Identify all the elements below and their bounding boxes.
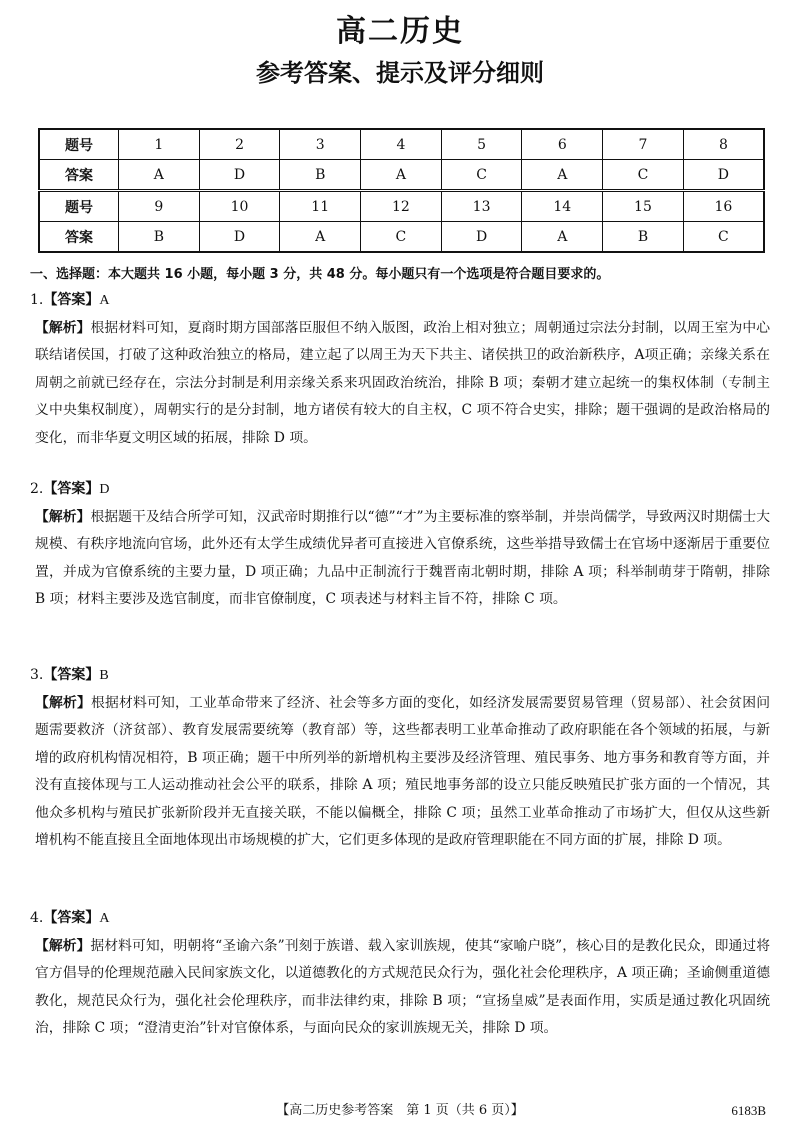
table-row (39, 129, 764, 160)
analysis-paragraph (35, 315, 770, 452)
answer-value: B (99, 668, 109, 683)
table-row (39, 191, 764, 222)
analysis-paragraph (35, 690, 770, 854)
table-cell: B (603, 222, 684, 253)
page-title: 高二历史 (336, 14, 464, 49)
answer-line (30, 907, 770, 933)
analysis-tag: 【解析】 (35, 938, 91, 954)
table-cell: C (361, 222, 442, 253)
table-cell: B (280, 160, 361, 191)
table-cell: 9 (119, 191, 200, 222)
analysis-tag: 【解析】 (35, 509, 91, 525)
table-cell: C (683, 222, 764, 253)
row-label-answer: 答案 (39, 222, 119, 253)
table-cell: A (361, 160, 442, 191)
footer-code: 6183B (731, 1103, 766, 1118)
question-4 (30, 907, 770, 1043)
analysis-text: 根据材料可知，夏商时期方国部落臣服但不纳入版图，政治上相对独立；周朝通过宗法分封制，以周王室为中心联结诸侯国，打破了这种政治独立的格局，建立起了以周王为天下共主、诸侯拱卫的政治新秩序，A项正确；亲缘关系在周朝之前就已经存在，宗法分封制是利用亲缘关系来巩固政治统治，排除 B 项；秦朝才建立起统一的集权体制（专制主义中央集权制度），周朝实行的是分封制，地方诸侯有较大的自主权，C 项不符合史实，排除；题干强调的是政治格局的变化，而非华夏文明区域的拓展，排除 D 项。 (35, 320, 771, 446)
table-cell: 16 (683, 191, 764, 222)
table-cell: 11 (280, 191, 361, 222)
row-label-number: 题号 (39, 129, 119, 160)
table-row (39, 222, 764, 253)
table-cell: 6 (522, 129, 603, 160)
table-cell: D (683, 160, 764, 191)
answer-tag: 【答案】 (43, 667, 100, 683)
answer-value: A (99, 293, 110, 308)
page-footer (0, 1102, 800, 1120)
table-cell: 13 (441, 191, 522, 222)
table-cell: C (603, 160, 684, 191)
table-cell: A (522, 222, 603, 253)
answer-value: A (99, 911, 110, 926)
table-cell: 10 (199, 191, 280, 222)
answer-value: D (99, 482, 110, 497)
answer-line (30, 478, 770, 504)
answer-line (30, 289, 770, 315)
analysis-paragraph (35, 933, 770, 1043)
question-3 (30, 664, 770, 854)
analysis-text: 根据材料可知，工业革命带来了经济、社会等多方面的变化，如经济发展需要贸易管理（贸易部）、社会贫困问题需要救济（济贫部）、教育发展需要统筹（教育部）等，这些都表明工业革命推动了政府职能在各个领域的拓展，与新增的政府机构情况相符，B 项正确；题干中所列举的新增机构主要涉及经济管理、殖民事务、地方事务和教育等方面，并没有直接体现与工人运动推动社会公平的联系，排除 A 项；殖民地事务部的设立只能反映殖民扩张方面的一个情况，其他众多机构与殖民扩张新阶段并无直接关联，不能以偏概全，排除 C 项；虽然工业革命推动了市场扩大，但仅从这些新增机构不能直接且全面地体现出市场规模的扩大，它们更多体现的是政府管理职能在不同方面的扩展，排除 D 项。 (35, 695, 770, 849)
table-cell: 7 (603, 129, 684, 160)
question-number: 1. (30, 292, 44, 308)
answer-table (38, 128, 765, 253)
analysis-paragraph (35, 504, 770, 614)
question-number: 2. (30, 481, 44, 497)
table-cell: 14 (522, 191, 603, 222)
table-cell: 4 (361, 129, 442, 160)
analysis-tag: 【解析】 (35, 320, 91, 336)
table-cell: 5 (441, 129, 522, 160)
table-cell: 8 (683, 129, 764, 160)
table-cell: A (280, 222, 361, 253)
page-subtitle: 参考答案、提示及评分细则 (256, 59, 544, 87)
question-2 (30, 478, 770, 614)
section-heading: 一、选择题：本大题共 16 小题，每小题 3 分，共 48 分。每小题只有一个选项是符合题目要求的。 (30, 267, 610, 282)
footer-page-info: 【高二历史参考答案 第 1 页（共 6 页）】 (276, 1103, 524, 1118)
table-cell: D (199, 160, 280, 191)
table-cell: A (119, 160, 200, 191)
table-row (39, 160, 764, 191)
question-1 (30, 289, 770, 452)
table-cell: 3 (280, 129, 361, 160)
table-cell: 1 (119, 129, 200, 160)
table-cell: A (522, 160, 603, 191)
row-label-number: 题号 (39, 191, 119, 222)
table-cell: 12 (361, 191, 442, 222)
table-cell: D (199, 222, 280, 253)
question-number: 4. (30, 910, 44, 926)
table-cell: D (441, 222, 522, 253)
table-cell: 2 (199, 129, 280, 160)
table-cell: B (119, 222, 200, 253)
answer-line (30, 664, 770, 690)
table-cell: C (441, 160, 522, 191)
answer-tag: 【答案】 (43, 910, 100, 926)
answer-tag: 【答案】 (43, 481, 100, 497)
analysis-text: 据材料可知，明朝将“圣谕六条”刊刻于族谱、载入家训族规，使其“家喻户晓”，核心目的是教化民众，即通过将官方倡导的伦理规范融入民间家族文化，以道德教化的方式规范民众行为，强化社会伦理秩序，A 项正确；圣谕侧重道德教化，规范民众行为，强化社会伦理秩序，而非法律约束，排除 B 项；“宣扬皇威”是表面作用，实质是通过教化巩固统治，排除 C 项；“澄清吏治”针对官僚体系，与面向民众的家训族规无关，排除 D 项。 (35, 938, 770, 1037)
row-label-answer: 答案 (39, 160, 119, 191)
analysis-tag: 【解析】 (35, 695, 92, 711)
analysis-text: 根据题干及结合所学可知，汉武帝时期推行以“德”“才”为主要标准的察举制，并崇尚儒学，导致两汉时期儒士大规模、有秩序地流向官场，此外还有太学生成绩优异者可直接进入官僚系统，这些举措导致儒士在官场中逐渐居于重要位置，并成为官僚系统的主要力量，D 项正确；九品中正制流行于魏晋南北朝时期，排除 A 项；科举制萌芽于隋朝，排除 B 项；材料主要涉及选官制度，而非官僚制度，C 项表述与材料主旨不符，排除 C 项。 (35, 509, 771, 608)
answer-tag: 【答案】 (43, 292, 100, 308)
table-cell: 15 (603, 191, 684, 222)
question-number: 3. (30, 667, 44, 683)
